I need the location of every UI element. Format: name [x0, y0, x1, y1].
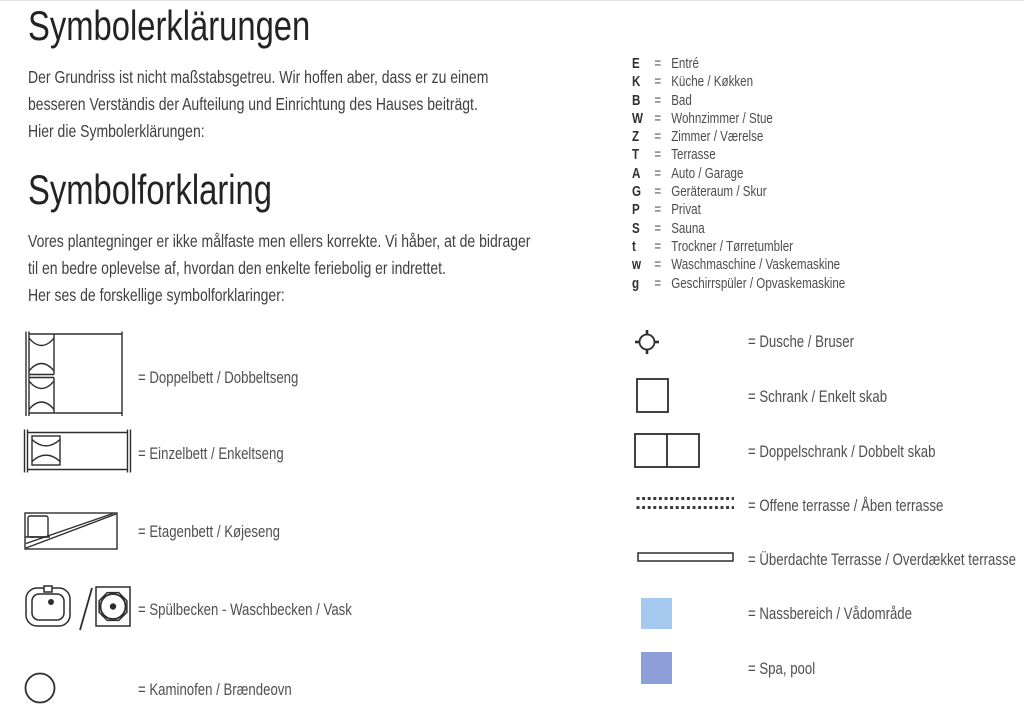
intro-danish [28, 228, 530, 309]
equals-sign: = [654, 275, 662, 292]
equals-sign: = [654, 220, 662, 237]
abbreviation-row [632, 92, 845, 110]
abbreviation-row [632, 128, 845, 146]
legend-label: = Etagenbett / Køjeseng [138, 523, 280, 541]
shower-icon [634, 329, 660, 355]
abbrev-key: T [632, 147, 640, 164]
spa-pool-swatch [641, 652, 672, 684]
legend-label: = Doppelschrank / Dobbelt skab [748, 443, 936, 461]
abbrev-key: g [632, 275, 640, 292]
abbreviation-row [632, 275, 845, 293]
abbrev-label: Wohnzimmer / Stue [671, 110, 773, 127]
equals-sign: = [654, 74, 662, 91]
legend-label: = Offene terrasse / Åben terrasse [748, 497, 944, 515]
abbreviation-row [632, 110, 845, 128]
intro-german-line: Hier die Symbolerklärungen: [28, 121, 205, 141]
wood-stove-icon [23, 671, 57, 705]
equals-sign: = [654, 56, 662, 72]
sink-icons [24, 584, 132, 634]
abbreviation-row [632, 183, 845, 201]
page-title-danish: Symbolforklaring [28, 166, 272, 213]
abbreviation-row [632, 201, 845, 219]
covered-terrace-icon [637, 551, 735, 564]
abbrev-key: B [632, 92, 641, 109]
abbreviation-row [632, 238, 845, 256]
intro-german [28, 64, 488, 145]
abbreviation-row [632, 146, 845, 164]
abbrev-label: Waschmaschine / Vaskemaskine [671, 257, 841, 274]
single-bed-icon [22, 429, 134, 473]
abbrev-key: w [632, 257, 642, 274]
abbrev-key: K [632, 74, 641, 91]
abbrev-key: G [632, 184, 642, 201]
abbrev-label: Küche / Køkken [671, 74, 754, 91]
abbrev-label: Auto / Garage [671, 165, 744, 182]
intro-danish-line: Vores plantegninger er ikke målfaste men ellers korrekte. Vi håber, at de bidrager [28, 231, 531, 251]
equals-sign: = [654, 202, 662, 219]
page-title-german: Symbolerklärungen [28, 2, 311, 49]
abbrev-label: Zimmer / Værelse [671, 129, 764, 146]
abbreviation-row [632, 73, 845, 91]
intro-danish-line: til en bedre oplevelse af, hvordan den enkelte feriebolig er indrettet. [28, 258, 446, 278]
legend-label: = Spa, pool [748, 660, 816, 678]
equals-sign: = [654, 238, 662, 255]
legend-label: = Schrank / Enkelt skab [748, 388, 888, 406]
abbrev-label: Trockner / Tørretumbler [671, 238, 794, 255]
intro-german-line: besseren Verständis der Aufteilung und Einrichtung des Hauses beiträgt. [28, 94, 478, 114]
equals-sign: = [654, 129, 662, 146]
legend-label: = Nassbereich / Vådområde [748, 605, 912, 623]
intro-german-line: Der Grundriss ist nicht maßstabsgetreu. Wir hoffen aber, dass er zu einem [28, 67, 489, 87]
abbreviation-row [632, 55, 845, 73]
wet-area-swatch [641, 598, 672, 629]
legend-label: = Dusche / Bruser [748, 333, 855, 351]
abbrev-label: Bad [671, 92, 692, 109]
abbrev-label: Geschirrspüler / Opvaskemaskine [671, 275, 846, 292]
abbrev-key: P [632, 202, 640, 219]
abbreviation-row [632, 165, 845, 183]
equals-sign: = [654, 184, 662, 201]
equals-sign: = [654, 147, 662, 164]
abbreviation-list [632, 55, 845, 293]
abbreviation-row [632, 256, 845, 274]
abbrev-key: t [632, 238, 636, 255]
abbrev-key: E [632, 56, 640, 72]
abbrev-key: Z [632, 129, 640, 146]
equals-sign: = [654, 257, 662, 274]
abbrev-key: A [632, 165, 641, 182]
intro-danish-line: Her ses de forskellige symbolforklaringer: [28, 285, 285, 305]
double-cabinet-icon [633, 432, 703, 470]
legend-label: = Kaminofen / Brændeovn [138, 681, 292, 699]
legend-label: = Doppelbett / Dobbeltseng [138, 369, 299, 387]
bunk-bed-icon [22, 511, 122, 553]
legend-label: = Überdachte Terrasse / Overdækket terrasse [748, 551, 1016, 569]
abbrev-label: Privat [671, 202, 701, 219]
abbrev-key: S [632, 220, 640, 237]
abbreviation-row [632, 220, 845, 238]
equals-sign: = [654, 110, 662, 127]
abbrev-label: Sauna [671, 220, 705, 237]
abbrev-label: Terrasse [671, 147, 716, 164]
abbrev-label: Entré [671, 56, 699, 72]
legend-label: = Spülbecken - Waschbecken / Vask [138, 601, 352, 619]
equals-sign: = [654, 165, 662, 182]
abbrev-label: Geräteraum / Skur [671, 184, 767, 201]
legend-label: = Einzelbett / Enkeltseng [138, 445, 284, 463]
open-terrace-icon [636, 495, 736, 513]
double-bed-icon [24, 331, 128, 417]
equals-sign: = [654, 92, 662, 109]
single-cabinet-icon [635, 377, 671, 415]
abbrev-key: W [632, 110, 643, 127]
